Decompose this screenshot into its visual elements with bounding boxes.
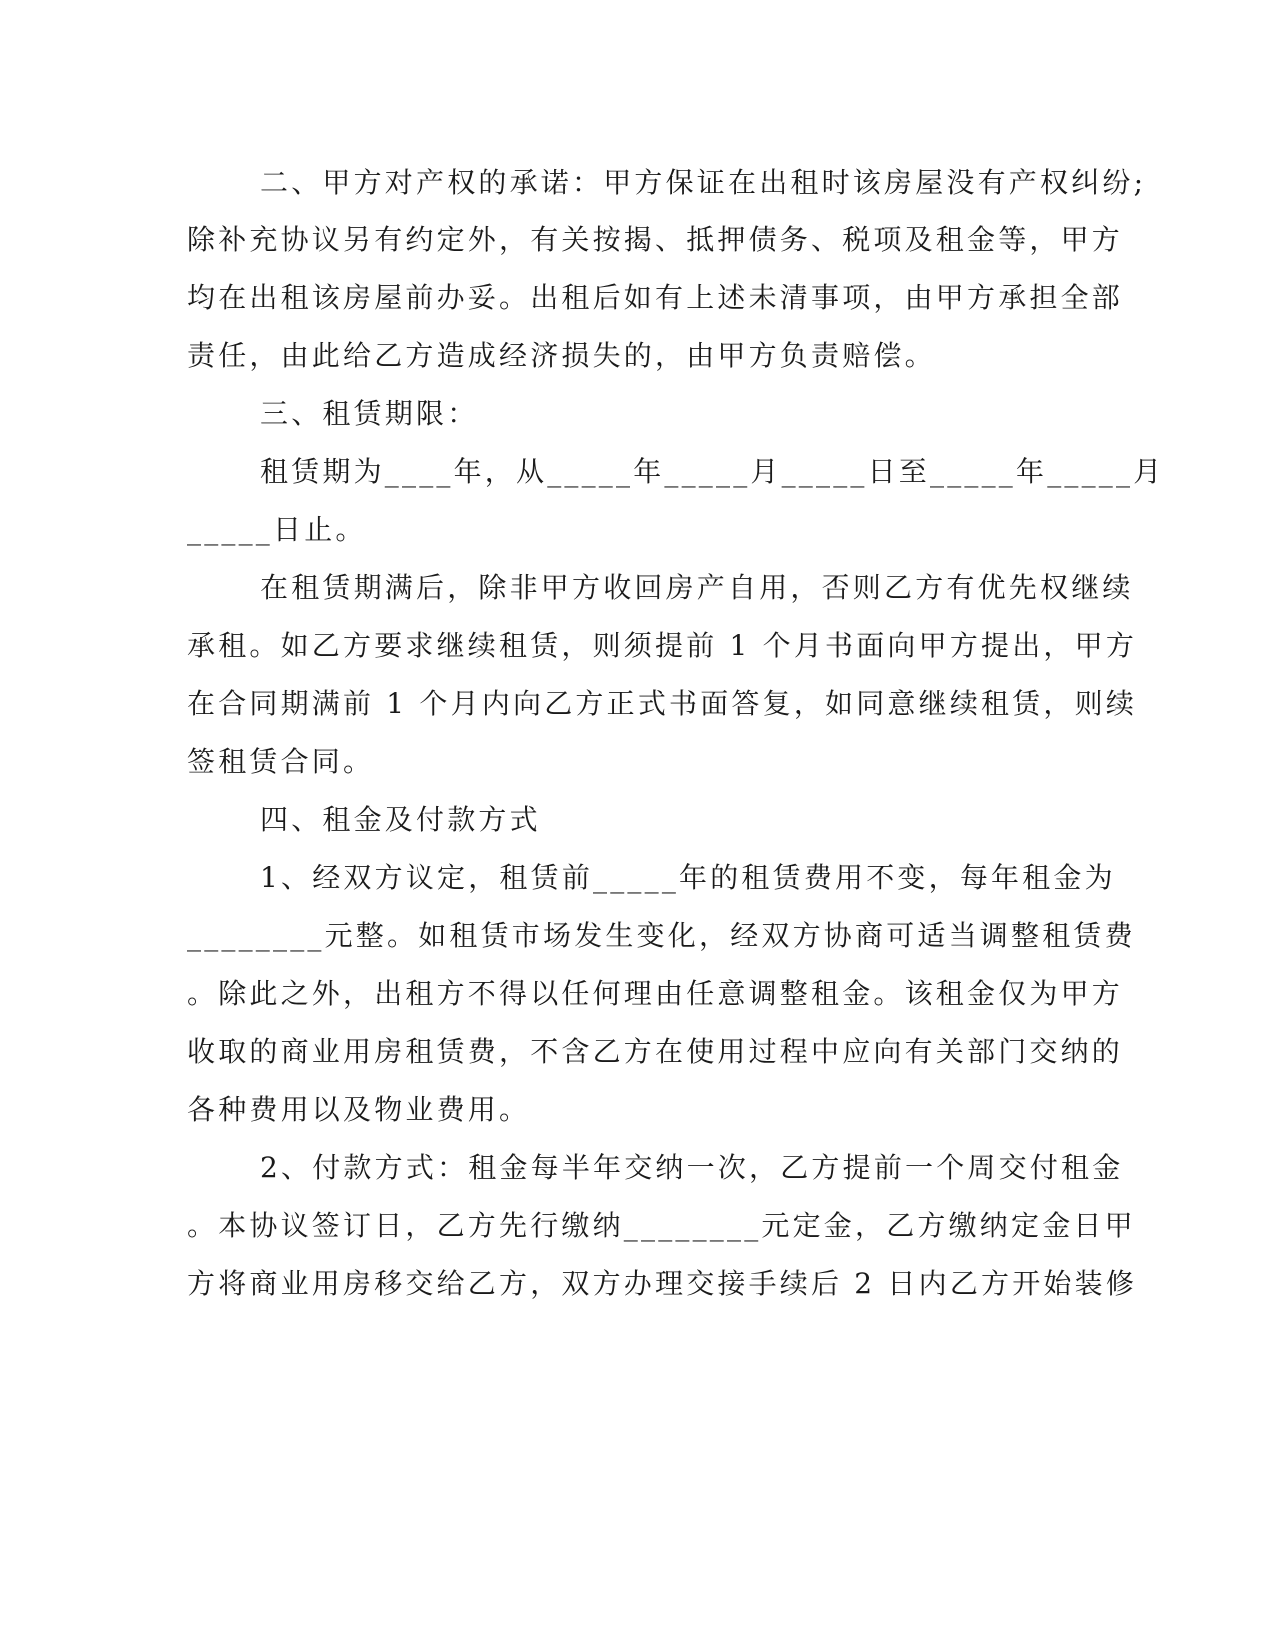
- text-line: 签租赁合同。: [187, 745, 375, 778]
- text-line: 二、甲方对产权的承诺：甲方保证在出租时该房屋没有产权纠纷;: [260, 166, 1147, 199]
- text-line: 在租赁期满后，除非甲方收回房产自用，否则乙方有优先权继续: [260, 571, 1134, 604]
- text-line: 各种费用以及物业费用。: [187, 1093, 531, 1126]
- text-line: 2、付款方式：租金每半年交纳一次，乙方提前一个周交付租金: [260, 1151, 1124, 1184]
- section-heading: 四、租金及付款方式: [260, 803, 541, 836]
- text-line: 。本协议签订日，乙方先行缴纳________元定金，乙方缴纳定金日甲: [187, 1209, 1136, 1242]
- text-line: 在合同期满前 1 个月内向乙方正式书面答复，如同意继续租赁，则续: [187, 687, 1138, 720]
- text-line: 均在出租该房屋前办妥。出租后如有上述未清事项，由甲方承担全部: [187, 281, 1124, 314]
- text-line: ________元整。如租赁市场发生变化，经双方协商可适当调整租赁费: [187, 919, 1136, 952]
- text-line: 收取的商业用房租赁费，不含乙方在使用过程中应向有关部门交纳的: [187, 1035, 1124, 1068]
- text-line: 。除此之外，出租方不得以任何理由任意调整租金。该租金仅为甲方: [187, 977, 1124, 1010]
- text-line: 租赁期为____年，从_____年_____月_____日至_____年_____月: [260, 455, 1165, 488]
- text-line: 1、经双方议定，租赁前_____年的租赁费用不变，每年租金为: [260, 861, 1116, 894]
- text-line: _____日止。: [187, 513, 367, 546]
- text-line: 责任，由此给乙方造成经济损失的，由甲方负责赔偿。: [187, 339, 936, 372]
- section-heading: 三、租赁期限：: [260, 397, 479, 430]
- text-line: 方将商业用房移交给乙方，双方办理交接手续后 2 日内乙方开始装修: [187, 1267, 1138, 1300]
- text-line: 承租。如乙方要求继续租赁，则须提前 1 个月书面向甲方提出，甲方: [187, 629, 1138, 662]
- text-line: 除补充协议另有约定外，有关按揭、抵押债务、税项及租金等，甲方: [187, 223, 1124, 256]
